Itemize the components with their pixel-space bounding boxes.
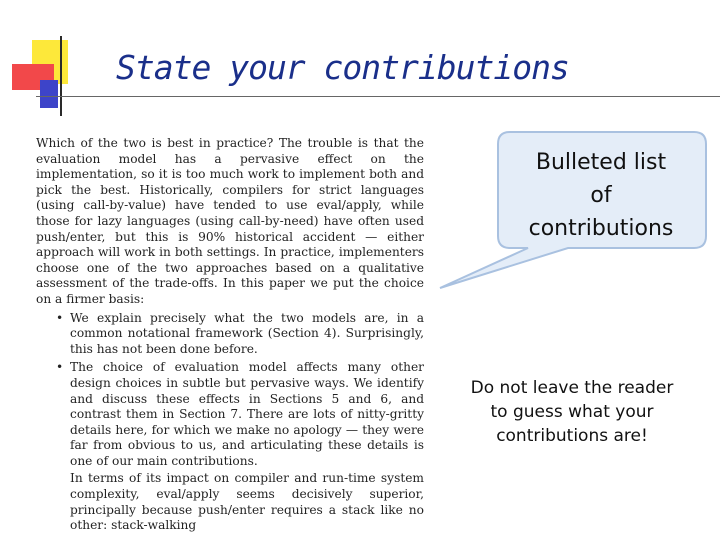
bullet-icon: • — [56, 310, 64, 325]
callout-line: Bulleted list — [535, 150, 667, 175]
paper-continuation: In terms of its impact on compiler and run-time system complexity, eval/apply seems decisively superior, principally because push/enter requires a stack like no other: stack-walking — [70, 471, 424, 533]
callout-line: of — [590, 183, 612, 208]
paper-paragraph: Which of the two is best in practice? The trouble is that the evaluation model has a pervasive effect on the implementation, so it is too much work to implement both and pick the best. Historically, compilers for strict languages (using call-by-value) have tended to use eval/apply, while those for lazy languages (using call-by-need) have often used push/enter, but this is 90% historical accident — either approach will work in both settings. In practice, implementers choose one of the two approaches based on a qualitative assessment of the trade-offs. In this paper we put the choice on a firmer basis: — [36, 136, 424, 306]
callout-line: contributions — [528, 216, 674, 241]
bullet-text: We explain precisely what the two models are, in a common notational framework (Section 4). Surprisingly, this has not been done before. — [70, 310, 424, 356]
slide-title: State your contributions — [116, 48, 569, 87]
advice-note: Do not leave the reader to guess what your contributions are! — [470, 378, 674, 446]
bullet-icon: • — [56, 360, 64, 375]
bullet-text: The choice of evaluation model affects many other design choices in subtle but pervasive ways. We identify and discuss these effects in Sections 5 and 6, and contrast them in Section 7. There are lots of nitty-gritty details here, for which we make no apology — they were far from obvious to us, and articulating these details is one of our main contributions. — [70, 360, 424, 468]
callout-text — [500, 146, 702, 245]
